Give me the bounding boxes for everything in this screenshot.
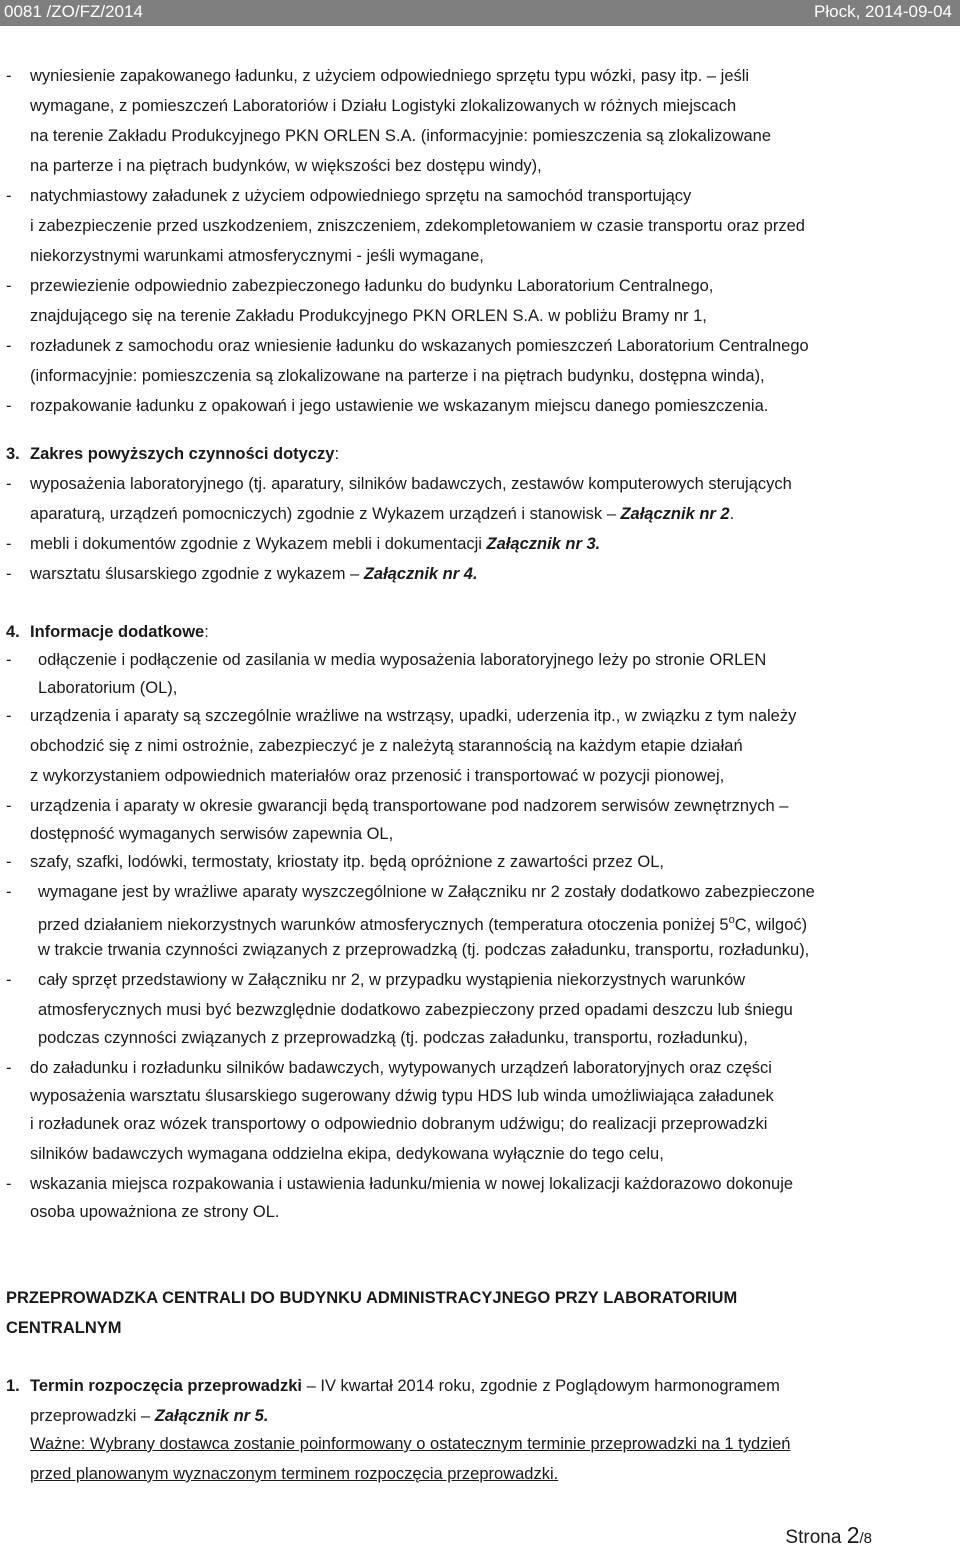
list-item-text: urządzenia i aparaty są szczególnie wrażliwe na wstrząsy, upadki, uderzenia itp., w związku z tym należy	[30, 707, 797, 725]
list-item-text: w trakcie trwania czynności związanych z przeprowadzką (tj. podczas załadunku, transportu, rozładunku),	[38, 941, 810, 959]
point-title: Termin rozpoczęcia przeprowadzki	[30, 1377, 303, 1395]
point-text: przeprowadzki –	[30, 1407, 155, 1425]
list-item-text: wyniesienie zapakowanego ładunku, z użyciem odpowiedniego sprzętu typu wózki, pasy itp. – jeśli	[30, 67, 750, 85]
list-item-text: aparaturą, urządzeń pomocniczych) zgodnie z Wykazem urządzeń i stanowisk –	[30, 505, 621, 523]
page-total: /8	[859, 1530, 872, 1547]
page-label: Strona	[785, 1527, 847, 1548]
list-dash: -	[6, 883, 12, 901]
list-item-text: mebli i dokumentów zgodnie z Wykazem mebli i dokumentacji	[30, 535, 487, 553]
list-item-text: atmosferycznych musi być bezwzględnie dodatkowo zabezpieczony przed opadami deszczu lub śniegu	[38, 1001, 793, 1019]
list-item-text: C, wilgoć)	[734, 916, 808, 934]
list-item-text: rozpakowanie ładunku z opakowań i jego ustawienie we wskazanym miejscu danego pomieszczenia.	[30, 397, 769, 415]
page-footer	[785, 1523, 872, 1551]
punctuation: .	[729, 505, 735, 523]
page-number: 2	[846, 1522, 860, 1548]
section-colon: :	[334, 445, 340, 463]
list-dash: -	[6, 187, 12, 205]
list-item-text: warsztatu ślusarskiego zgodnie z wykazem –	[30, 565, 364, 583]
list-item-text: Laboratorium (OL),	[38, 679, 178, 697]
list-item-text: (informacyjnie: pomieszczenia są zlokalizowane na parterze i na piętrach budynku, dostępna winda),	[30, 367, 765, 385]
list-item-text: dostępność wymaganych serwisów zapewnia OL,	[30, 825, 394, 843]
list-dash: -	[6, 337, 12, 355]
list-item-text: na terenie Zakładu Produkcyjnego PKN ORLEN S.A. (informacyjnie: pomieszczenia są zlokalizowane	[30, 127, 772, 145]
attachment-reference: Załącznik nr 4.	[363, 565, 478, 583]
list-item-text: wskazania miejsca rozpakowania i ustawienia ładunku/mienia w nowej lokalizacji każdorazowo dokonuje	[30, 1175, 794, 1193]
list-item-text: i zabezpieczenie przed uszkodzeniem, zniszczeniem, zdekompletowaniem w czasie transportu oraz przed	[30, 217, 805, 235]
list-item-text: rozładunek z samochodu oraz wniesienie ładunku do wskazanych pomieszczeń Laboratorium Centralnego	[30, 337, 809, 355]
section-number: 3.	[6, 445, 20, 463]
list-dash: -	[6, 971, 12, 989]
list-dash: -	[6, 1175, 12, 1193]
list-item-text: natychmiastowy załadunek z użyciem odpowiedniego sprzętu na samochód transportujący	[30, 187, 692, 205]
list-item-text: osoba upoważniona ze strony OL.	[30, 1203, 280, 1221]
list-item-text: przed działaniem niekorzystnych warunków atmosferycznych (temperatura otoczenia poniżej 5	[38, 916, 729, 934]
list-item-text: silników badawczych wymagana oddzielna ekipa, dedykowana wyłącznie do tego celu,	[30, 1145, 664, 1163]
list-dash: -	[6, 535, 12, 553]
point-number: 1.	[6, 1377, 20, 1395]
attachment-reference: Załącznik nr 2	[620, 505, 730, 523]
list-item-text: odłączenie i podłączenie od zasilania w media wyposażenia laboratoryjnego leży po stronie ORLEN	[38, 651, 767, 669]
list-dash: -	[6, 67, 12, 85]
list-item-text: na parterze i na piętrach budynków, w większości bez dostępu windy),	[30, 157, 542, 175]
list-dash: -	[6, 651, 12, 669]
list-item-text: i rozładunek oraz wózek transportowy o odpowiednio dobranym udźwigu; do realizacji przeprowadzki	[30, 1115, 768, 1133]
list-item-text: podczas czynności związanych z przeprowadzką (tj. podczas załadunku, transportu, rozładunku),	[38, 1029, 748, 1047]
list-item-text: do załadunku i rozładunku silników badawczych, wytypowanych urządzeń laboratoryjnych oraz części	[30, 1059, 772, 1077]
list-item-text: cały sprzęt przedstawiony w Załączniku nr 2, w przypadku wystąpienia niekorzystnych warunków	[38, 971, 746, 989]
important-note: Ważne: Wybrany dostawca zostanie poinformowany o ostatecznym terminie przeprowadzki na 1 tydzień	[30, 1435, 791, 1453]
place-and-date: Płock, 2014-09-04	[814, 2, 952, 21]
degree-superscript: o	[728, 914, 735, 926]
section-title: Informacje dodatkowe	[30, 623, 205, 641]
section-number: 4.	[6, 623, 20, 641]
list-dash: -	[6, 1059, 12, 1077]
list-dash: -	[6, 565, 12, 583]
section-colon: :	[204, 623, 209, 641]
list-item-text: szafy, szafki, lodówki, termostaty, kriostaty itp. będą opróżnione z zawartości przez OL,	[30, 853, 664, 871]
list-item-text: urządzenia i aparaty w okresie gwarancji będą transportowane pod nadzorem serwisów zewnętrznych –	[30, 797, 789, 815]
list-item-text: wyposażenia warsztatu ślusarskiego sugerowany dźwig typu HDS lub winda umożliwiająca załadunek	[30, 1087, 774, 1105]
list-item-text: obchodzić się z nimi ostrożnie, zabezpieczyć je z należytą starannością na każdym etapie działań	[30, 737, 743, 755]
list-dash: -	[6, 277, 12, 295]
list-dash: -	[6, 475, 12, 493]
list-dash: -	[6, 853, 12, 871]
attachment-reference: Załącznik nr 5.	[154, 1407, 269, 1425]
list-item-text: wymagane, z pomieszczeń Laboratoriów i Działu Logistyki zlokalizowanych w różnych miejscach	[30, 97, 737, 115]
point-text: – IV kwartał 2014 roku, zgodnie z Poglądowym harmonogramem	[302, 1377, 780, 1395]
list-dash: -	[6, 397, 12, 415]
main-heading-line: CENTRALNYM	[6, 1319, 122, 1337]
list-dash: -	[6, 707, 12, 725]
list-item-text: znajdującego się na terenie Zakładu Produkcyjnego PKN ORLEN S.A. w pobliżu Bramy nr 1,	[30, 307, 707, 325]
list-item-text: przewiezienie odpowiednio zabezpieczonego ładunku do budynku Laboratorium Centralnego,	[30, 277, 714, 295]
main-heading-line: PRZEPROWADZKA CENTRALI DO BUDYNKU ADMINISTRACYJNEGO PRZY LABORATORIUM	[6, 1289, 738, 1307]
attachment-reference: Załącznik nr 3.	[486, 535, 601, 553]
document-header-bar	[0, 0, 960, 26]
important-note: przed planowanym wyznaczonym terminem rozpoczęcia przeprowadzki.	[30, 1465, 559, 1483]
list-item-text: niekorzystnymi warunkami atmosferycznymi - jeśli wymagane,	[30, 247, 484, 265]
list-item-text: wyposażenia laboratoryjnego (tj. aparatury, silników badawczych, zestawów komputerowych sterujących	[30, 475, 792, 493]
section-title: Zakres powyższych czynności dotyczy	[30, 445, 335, 463]
list-item-text: wymagane jest by wrażliwe aparaty wyszczególnione w Załączniku nr 2 zostały dodatkowo zabezpieczone	[38, 883, 815, 901]
list-dash: -	[6, 797, 12, 815]
document-reference: 0081 /ZO/FZ/2014	[4, 2, 143, 21]
list-item-text: z wykorzystaniem odpowiednich materiałów oraz przenosić i transportować w pozycji pionowej,	[30, 767, 725, 785]
